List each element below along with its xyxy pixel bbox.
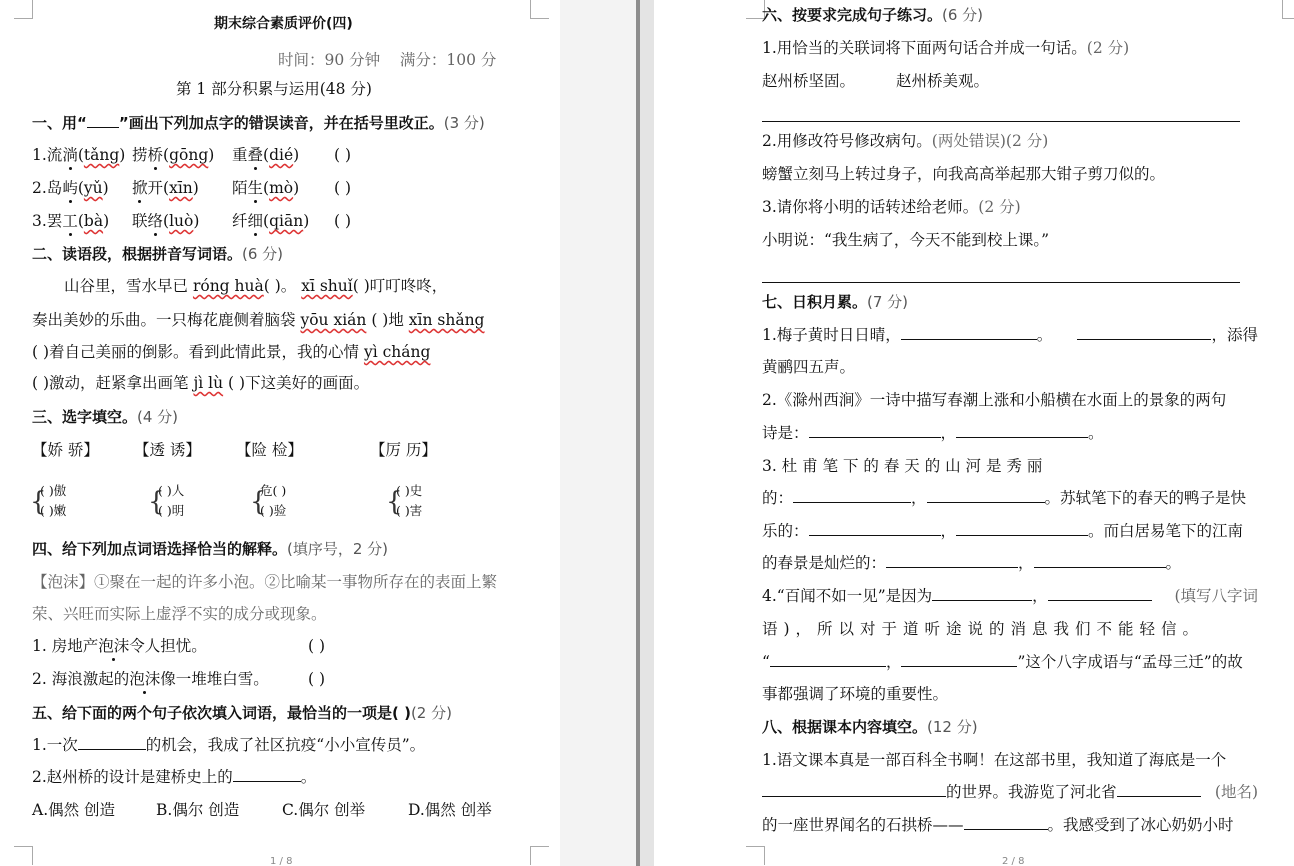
part-title: 第 1 部分积累与运用(48 分) — [176, 80, 372, 98]
answer-paren[interactable]: ( ) — [308, 637, 326, 655]
page-gutter — [560, 0, 654, 866]
answer-paren[interactable]: ( ) — [334, 212, 352, 230]
answer-paren[interactable]: 危( ) — [260, 483, 287, 498]
answer-paren[interactable]: ( )嫩 — [40, 503, 67, 518]
q5-heading: 五、给下面的两个句子依次填入词语，最恰当的一项是( )(2 分) — [32, 704, 452, 722]
q6-item-1-b: 赵州桥美观。 — [896, 72, 990, 90]
q2-line-4: ( )激动，赶紧拿出画笔 jì lù ( )下这美好的画面。 — [32, 374, 370, 392]
q6-item-3-text: 小明说：“我生病了，今天不能到校上课。” — [762, 231, 1050, 249]
q7-heading: 七、日积月累。(7 分) — [762, 293, 909, 311]
q6-item-2-text: 螃蟹立刻马上转过身子，向我高高举起那大钳子剪刀似的。 — [762, 165, 1166, 183]
q8-item-1-c: 的一座世界闻名的石拱桥—— 。我感受到了冰心奶奶小时 — [762, 816, 1234, 834]
crop-mark — [1282, 0, 1294, 19]
q6-item-1-a: 赵州桥坚固。 — [762, 72, 856, 90]
q1-row-2-word-3: 陌生(mò) — [232, 179, 300, 197]
exam-title: 期末综合素质评价(四) — [214, 16, 353, 32]
crop-mark — [530, 0, 549, 19]
q1-row-1-word-2: 捞桥(gōng) — [132, 146, 215, 164]
q3-brace-2: { ( )人 ( )明 — [148, 481, 184, 521]
q1-row-3-word-2: 联络(luò) — [132, 212, 200, 230]
answer-paren[interactable]: ( )明 — [158, 503, 185, 518]
q7-item-2-cont: 诗是： ， 。 — [762, 424, 1104, 442]
q6-heading: 六、按要求完成句子练习。(6 分) — [762, 6, 984, 24]
q3-group-4: 【厉 历】 — [370, 441, 437, 459]
q4-definition-1: 【泡沫】①聚在一起的许多小泡。②比喻某一事物所存在的表面上繁 — [32, 573, 498, 591]
q5-option-d[interactable]: D.偶然 创举 — [408, 801, 492, 819]
answer-paren[interactable]: ( )害 — [396, 503, 423, 518]
q1-row-2-word-2: 掀开(xīn) — [132, 179, 199, 197]
q5-option-c[interactable]: C.偶尔 创举 — [282, 801, 366, 819]
answer-paren[interactable]: ( )傲 — [40, 483, 67, 498]
q3-group-1: 【娇 骄】 — [32, 441, 99, 459]
answer-paren[interactable]: ( )验 — [260, 503, 287, 518]
answer-paren[interactable]: ( )史 — [396, 483, 423, 498]
q5-option-b[interactable]: B.偶尔 创造 — [156, 801, 240, 819]
q3-heading: 三、选字填空。(4 分) — [32, 408, 179, 426]
answer-paren[interactable]: ( ) — [334, 179, 352, 197]
q1-row-2: 2.岛屿(yǔ) — [32, 179, 109, 197]
q2-line-1: 山谷里，雪水早已 róng huà( )。 xī shuǐ( )叮叮咚咚， — [64, 277, 448, 295]
q7-item-1-cont: 黄鹂四五声。 — [762, 358, 856, 376]
q7-item-3-c: 乐的： ， 。而白居易笔下的江南 — [762, 522, 1244, 540]
q7-item-4-b: 语)，所以对于道听途说的消息我们不能轻信。 — [762, 620, 1205, 638]
q7-item-4-d: 事都强调了环境的重要性。 — [762, 685, 949, 703]
page-number: 2 / 8 — [1002, 856, 1025, 866]
answer-line[interactable] — [762, 121, 1240, 122]
q5-sentence-1: 1.一次 的机会，我成了社区抗疫“小小宣传员”。 — [32, 736, 426, 754]
answer-paren[interactable]: ( ) — [334, 146, 352, 164]
crop-mark — [530, 846, 549, 865]
q4-sentence-1: 1. 房地产泡沫令人担忧。 — [32, 637, 207, 655]
page-number: 1 / 8 — [270, 856, 293, 866]
answer-paren[interactable]: ( ) — [308, 670, 326, 688]
q7-item-3-d: 的春景是灿烂的： ， 。 — [762, 554, 1182, 572]
document-page-1 — [0, 0, 560, 866]
exam-time: 时间：90 分钟 满分：100 分 — [278, 51, 497, 69]
crop-mark — [14, 0, 33, 19]
q1-row-1: 1.流淌(tǎng) — [32, 146, 126, 164]
q4-sentence-2: 2. 海浪激起的泡沫像一堆堆白雪。 — [32, 670, 269, 688]
answer-line[interactable] — [762, 282, 1240, 283]
q1-row-1-word-3: 重叠(dié) — [232, 146, 300, 164]
q1-heading: 一、用“ ”画出下列加点字的错误读音，并在括号里改正。(3 分) — [32, 114, 485, 132]
q7-item-3-b: 的： ， 。苏轼笔下的春天的鸭子是快 — [762, 489, 1247, 507]
q5-sentence-2: 2.赵州桥的设计是建桥史上的 。 — [32, 768, 317, 786]
q7-item-3: 3. 杜 甫 笔 下 的 春 天 的 山 河 是 秀 丽 — [762, 457, 1043, 475]
q6-item-2: 2.用修改符号修改病句。(两处错误)(2 分) — [762, 132, 1049, 150]
q3-group-3: 【险 检】 — [236, 441, 303, 459]
q8-heading: 八、根据课本内容填空。(12 分) — [762, 718, 978, 736]
crop-mark — [746, 846, 765, 865]
q4-definition-2: 荣、兴旺而实际上虚浮不实的成分或现象。 — [32, 605, 327, 623]
q2-line-2: 奏出美妙的乐曲。一只梅花鹿侧着脑袋 yōu xián ( )地 xīn shǎng — [32, 311, 485, 329]
q1-row-3-word-3: 纤细(qiān) — [232, 212, 310, 230]
q7-item-4-c: “ ， ”这个八字成语与“孟母三迁”的故 — [762, 653, 1243, 671]
q1-row-3: 3.罢工(bà) — [32, 212, 110, 230]
q3-brace-1: { ( )傲 ( )嫩 — [30, 481, 66, 521]
q5-option-a[interactable]: A.偶然 创造 — [32, 801, 116, 819]
q8-item-1: 1.语文课本真是一部百科全书啊！在这部书里，我知道了海底是一个 — [762, 751, 1227, 769]
q7-item-1: 1.梅子黄时日日晴， 。 ，添得 — [762, 326, 1258, 344]
q2-line-3: ( )着自己美丽的倒影。看到此情此景，我的心情 yì cháng — [32, 343, 431, 361]
q3-brace-4: { ( )史 ( )害 — [386, 481, 422, 521]
q7-item-4: 4.“百闻不如一见”是因为 ， (填写八字词 — [762, 587, 1258, 605]
document-page-2 — [654, 0, 1294, 866]
q2-heading: 二、读语段，根据拼音写词语。(6 分) — [32, 245, 284, 263]
crop-mark — [14, 846, 33, 865]
q3-brace-3: { 危( ) ( )验 — [250, 481, 286, 521]
q3-group-2: 【透 诱】 — [134, 441, 201, 459]
q4-heading: 四、给下列加点词语选择恰当的解释。(填序号，2 分) — [32, 540, 389, 558]
q6-item-3: 3.请你将小明的话转述给老师。(2 分) — [762, 198, 1021, 216]
q7-item-2: 2.《滁州西涧》一诗中描写春潮上涨和小船横在水面上的景象的两句 — [762, 391, 1227, 409]
q6-item-1: 1.用恰当的关联词将下面两句话合并成一句话。(2 分) — [762, 39, 1130, 57]
q8-item-1-b: 的世界。我游览了河北省 (地名) — [762, 782, 1258, 802]
answer-paren[interactable]: ( )人 — [158, 483, 185, 498]
